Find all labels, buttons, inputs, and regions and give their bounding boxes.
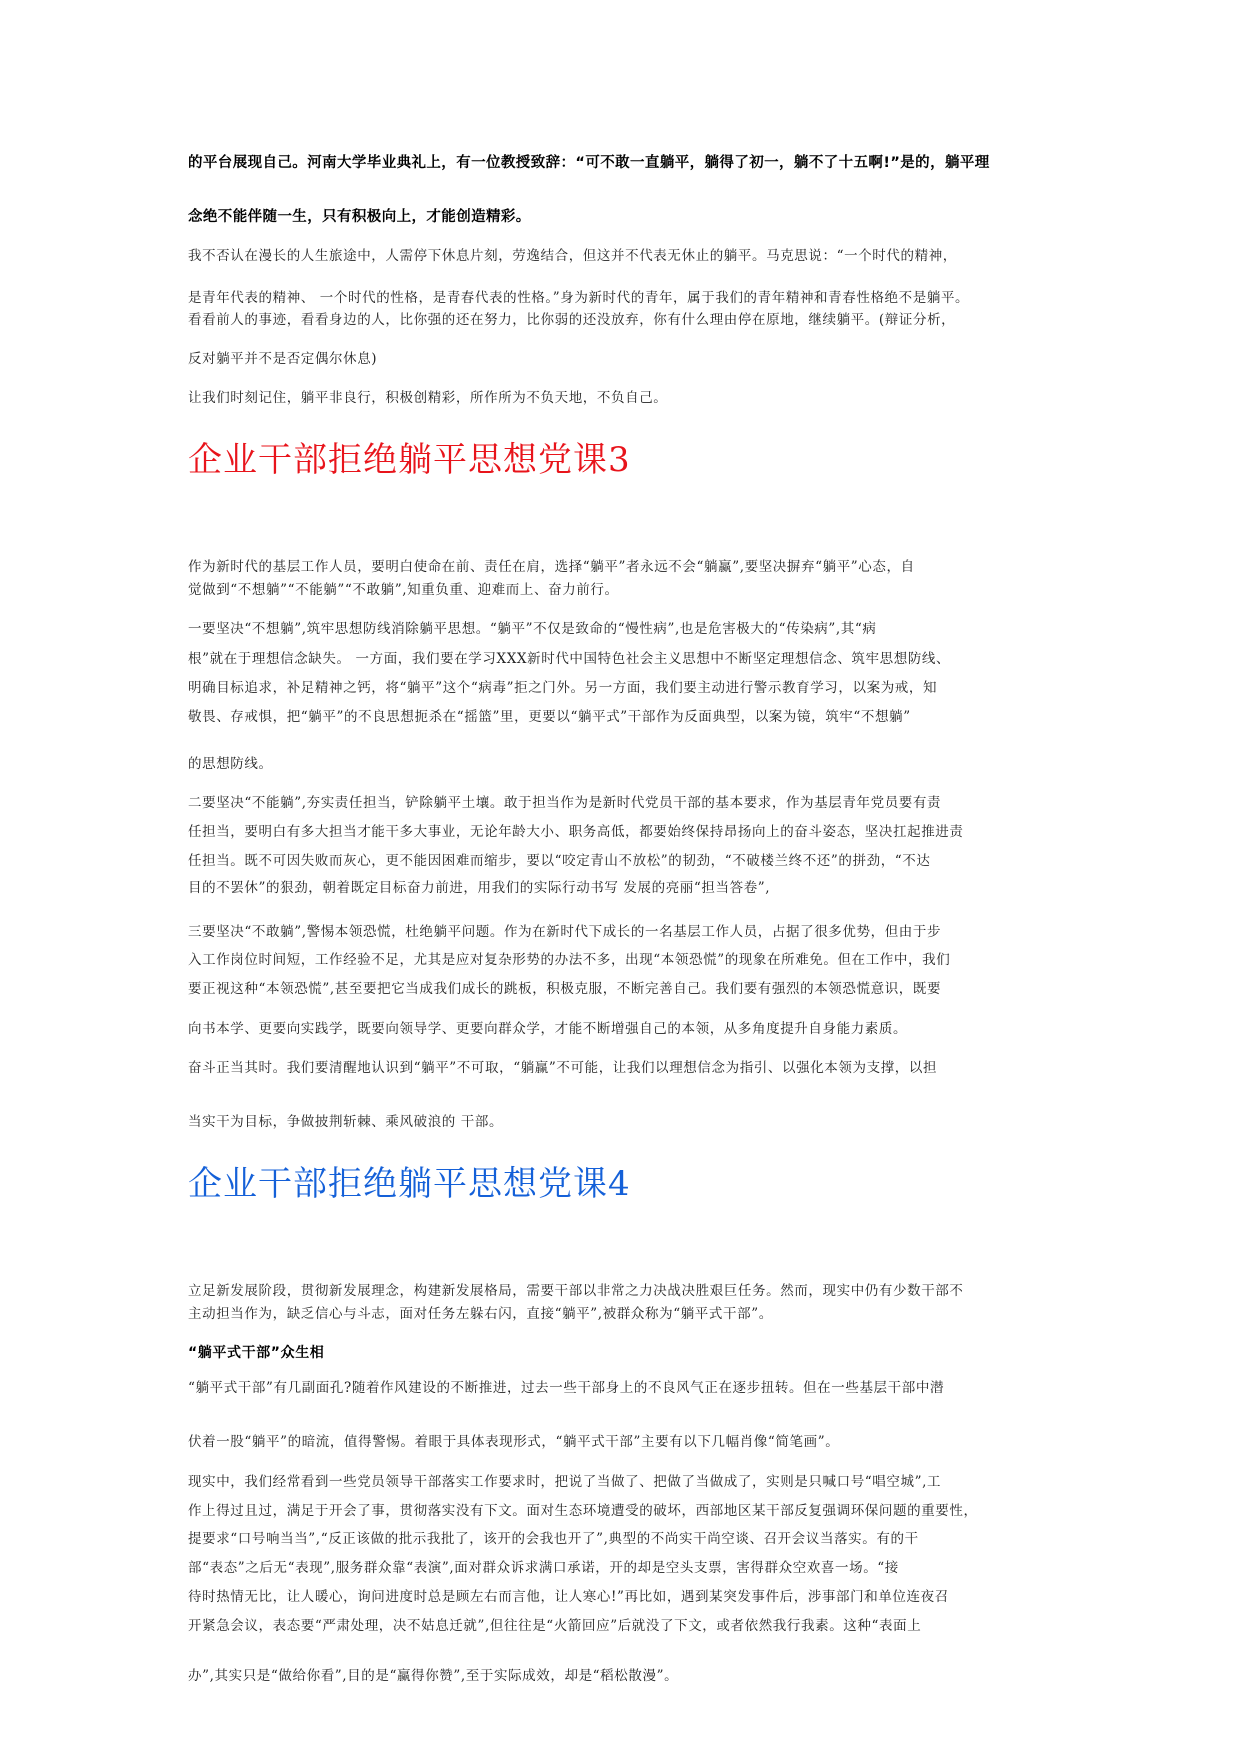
paragraph-line: 提要求“口号响当当”,“反正该做的批示我批了，该开的会我也开了”,典型的不尚实干尚空谈、召开会议当落实。有的干 [188, 1531, 919, 1547]
paragraph-line: 的平台展现自己。河南大学毕业典礼上，有一位教授致辞：“可不敢一直躺平，躺得了初一，躺不了十五啊!”是的，躺平理 [188, 155, 990, 171]
paragraph-line: 明确目标追求，补足精神之钙，将“躺平”这个“病毒”拒之门外。另一方面，我们要主动进行警示教育学习，以案为戒，知 [188, 680, 938, 696]
paragraph-line: 的思想防线。 [188, 756, 273, 772]
paragraph-line: 敬畏、存戒惧，把“躺平”的不良思想扼杀在“摇篮”里，更要以“躺平式”干部作为反面典型，以案为镜，筑牢“不想躺” [188, 709, 911, 725]
paragraph-line: 当实干为目标，争做披荆斩棘、乘风破浪的 干部。 [188, 1114, 504, 1130]
subheading: “躺平式干部”众生相 [188, 1345, 325, 1361]
paragraph-line: 任担当。既不可因失败而灰心，更不能因困难而缩步，要以“咬定青山不放松”的韧劲，“不破楼兰终不还”的拼劲，“不达 [188, 853, 931, 869]
paragraph-line: 作上得过且过，满足于开会了事，贯彻落实没有下文。面对生态环境遭受的破坏，西部地区某干部反复强调环保问题的重要性， [188, 1503, 978, 1519]
paragraph-line: 办”,其实只是“做给你看”,目的是“赢得你赞”,至于实际成效，却是“稻松散漫”。 [188, 1668, 679, 1684]
paragraph-line: 部“表态”之后无“表现”,服务群众靠“表演”,面对群众诉求满口承诺，开的却是空头支票，害得群众空欢喜一场。“接 [188, 1560, 899, 1576]
paragraph-line: 三要坚决“不敢躺”,警惕本领恐慌，杜绝躺平问题。作为在新时代下成长的一名基层工作人员，占据了很多优势，但由于步 [188, 924, 942, 940]
paragraph-line: 奋斗正当其时。我们要清醒地认识到“躺平”不可取，“躺赢”不可能，让我们以理想信念为指引、以强化本领为支撑，以担 [188, 1060, 938, 1076]
paragraph-line: 一要坚决“不想躺”,筑牢思想防线消除躺平思想。“躺平”不仅是致命的“慢性病”,也是危害极大的“传染病”,其“病 [188, 621, 877, 637]
paragraph-line: 开紧急会议，表态要“严肃处理，决不姑息迁就”,但往往是“火箭回应”后就没了下文，或者依然我行我素。这种“表面上 [188, 1618, 922, 1634]
paragraph-line: 入工作岗位时间短，工作经验不足，尤其是应对复杂形势的办法不多，出现“本领恐慌”的现象在所难免。但在工作中，我们 [188, 952, 951, 968]
paragraph-line: 现实中，我们经常看到一些党员领导干部落实工作要求时，把说了当做了、把做了当做成了，实则是只喊口号“唱空城”,工 [188, 1474, 942, 1490]
paragraph-line: “躺平式干部”有几副面孔?随着作风建设的不断推进，过去一些干部身上的不良风气正在逐步扭转。但在一些基层干部中潜 [188, 1380, 945, 1396]
paragraph-line: 立足新发展阶段，贯彻新发展理念，构建新发展格局，需要干部以非常之力决战决胜艰巨任务。然而，现实中仍有少数干部不 [188, 1283, 964, 1299]
paragraph-line: 觉做到“不想躺”“不能躺”“不敢躺”,知重负重、迎难而上、奋力前行。 [188, 582, 619, 598]
paragraph-line: 看看前人的事迹，看看身边的人，比你强的还在努力，比你弱的还没放弃，你有什么理由停在原地，继续躺平。(辩证分析， [188, 312, 956, 328]
paragraph-line: 主动担当作为，缺乏信心与斗志，面对任务左躲右闪，直接“躺平”,被群众称为“躺平式干部”。 [188, 1306, 773, 1322]
paragraph-line: 是青年代表的精神、 一个时代的性格，是青春代表的性格。”身为新时代的青年，属于我们的青年精神和青春性格绝不是躺平。 [188, 290, 970, 306]
paragraph-line: 伏着一股“躺平”的暗流，值得警惕。着眼于具体表现形式，“躺平式干部”主要有以下几幅肖像“简笔画”。 [188, 1434, 840, 1450]
paragraph-line: 作为新时代的基层工作人员，要明白使命在前、责任在肩，选择“躺平”者永远不会“躺赢”,要坚决摒弃“躺平”心态，自 [188, 559, 915, 575]
paragraph-line: 待时热情无比，让人暖心，询问进度时总是顾左右而言他，让人寒心!”再比如，遇到某突发事件后，涉事部门和单位连夜召 [188, 1589, 949, 1605]
paragraph-line: 念绝不能伴随一生，只有积极向上，才能创造精彩。 [188, 209, 531, 225]
paragraph-line: 根”就在于理想信念缺失。 一方面，我们要在学习XXX新时代中国特色社会主义思想中不断坚定理想信念、筑牢思想防线、 [188, 651, 951, 667]
paragraph-line: 任担当，要明白有多大担当才能干多大事业，无论年龄大小、职务高低，都要始终保持昂扬向上的奋斗姿态，坚决扛起推进责 [188, 824, 964, 840]
paragraph-line: 二要坚决“不能躺”,夯实责任担当，铲除躺平土壤。敢于担当作为是新时代党员干部的基本要求，作为基层青年党员要有责 [188, 795, 942, 811]
paragraph-line: 目的不罢休”的狠劲，朝着既定目标奋力前进，用我们的实际行动书写 发展的亮丽“担当答卷”, [188, 880, 771, 896]
paragraph-line: 让我们时刻记住，躺平非良行，积极创精彩，所作所为不负天地，不负自己。 [188, 390, 668, 406]
section-title: 企业干部拒绝躺平思想党课3 [188, 440, 631, 480]
paragraph-line: 我不否认在漫长的人生旅途中，人需停下休息片刻，劳逸结合，但这并不代表无休止的躺平。马克思说：“一个时代的精神， [188, 248, 957, 264]
section-title: 企业干部拒绝躺平思想党课4 [188, 1164, 631, 1204]
paragraph-line: 要正视这种“本领恐慌”,甚至要把它当成我们成长的跳板，积极克服，不断完善自己。我们要有强烈的本领恐慌意识，既要 [188, 981, 942, 997]
paragraph-line: 反对躺平并不是否定偶尔休息) [188, 351, 378, 367]
paragraph-line: 向书本学、更要向实践学，既要向领导学、更要向群众学，才能不断增强自己的本领，从多角度提升自身能力素质。 [188, 1021, 908, 1037]
